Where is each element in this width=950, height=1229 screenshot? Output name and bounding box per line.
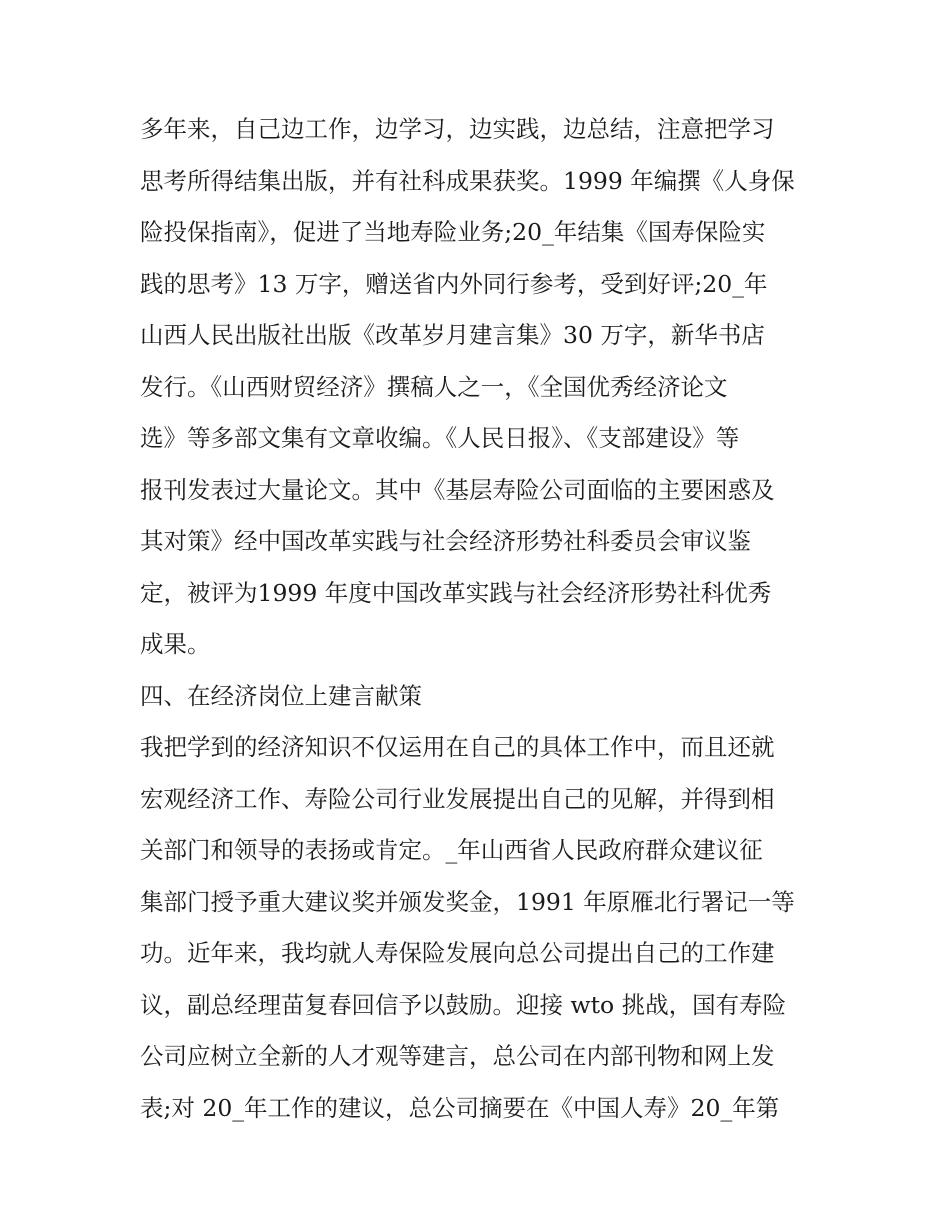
text-line: 险投保指南》，促进了当地寿险业务;20_年结集《国寿保险实	[140, 218, 766, 246]
text-line: 议，副总经理苗复春回信予以鼓励。迎接 wto 挑战，国有寿险	[140, 990, 787, 1019]
text-line: 选》等多部文集有文章收编。《人民日报》、《支部建设》等	[140, 424, 740, 452]
text-line: 宏观经济工作、寿险公司行业发展提出自己的见解，并得到相	[140, 784, 775, 813]
text-line: 公司应树立全新的人才观等建言，总公司在内部刊物和网上发	[140, 1042, 775, 1070]
text-line: 成果。	[140, 630, 211, 658]
text-line: 发行。《山西财贸经济》撰稿人之一，《全国优秀经济论文	[140, 372, 728, 401]
text-line: 其对策》经中国改革实践与社会经济形势社科委员会审议鉴	[140, 527, 751, 555]
section-heading: 四、在经济岗位上建言献策	[140, 681, 422, 710]
text-line: 我把学到的经济知识不仅运用在自己的具体工作中，而且还就	[140, 733, 775, 761]
text-line: 表;对 20_年工作的建议，总公司摘要在《中国人寿》20_年第	[140, 1093, 780, 1122]
text-line: 践的思考》13 万字，赠送省内外同行参考，受到好评;20_年	[140, 269, 768, 298]
text-line: 思考所得结集出版，并有社科成果获奖。1999 年编撰《人身保	[140, 166, 795, 195]
text-line: 定，被评为1999 年度中国改革实践与社会经济形势社科优秀	[140, 578, 772, 607]
text-line: 集部门授予重大建议奖并颁发奖金，1991 年原雁北行署记一等	[140, 887, 795, 916]
text-line: 山西人民出版社出版《改革岁月建言集》30 万字，新华书店	[140, 321, 765, 349]
text-line: 报刊发表过大量论文。其中《基层寿险公司面临的主要困惑及	[140, 475, 775, 504]
text-line: 功。近年来，我均就人寿保险发展向总公司提出自己的工作建	[140, 939, 775, 967]
body-text	[140, 104, 820, 1134]
text-line: 关部门和领导的表扬或肯定。_年山西省人民政府群众建议征	[140, 836, 763, 864]
text-line: 多年来，自己边工作，边学习，边实践，边总结，注意把学习	[140, 115, 775, 143]
